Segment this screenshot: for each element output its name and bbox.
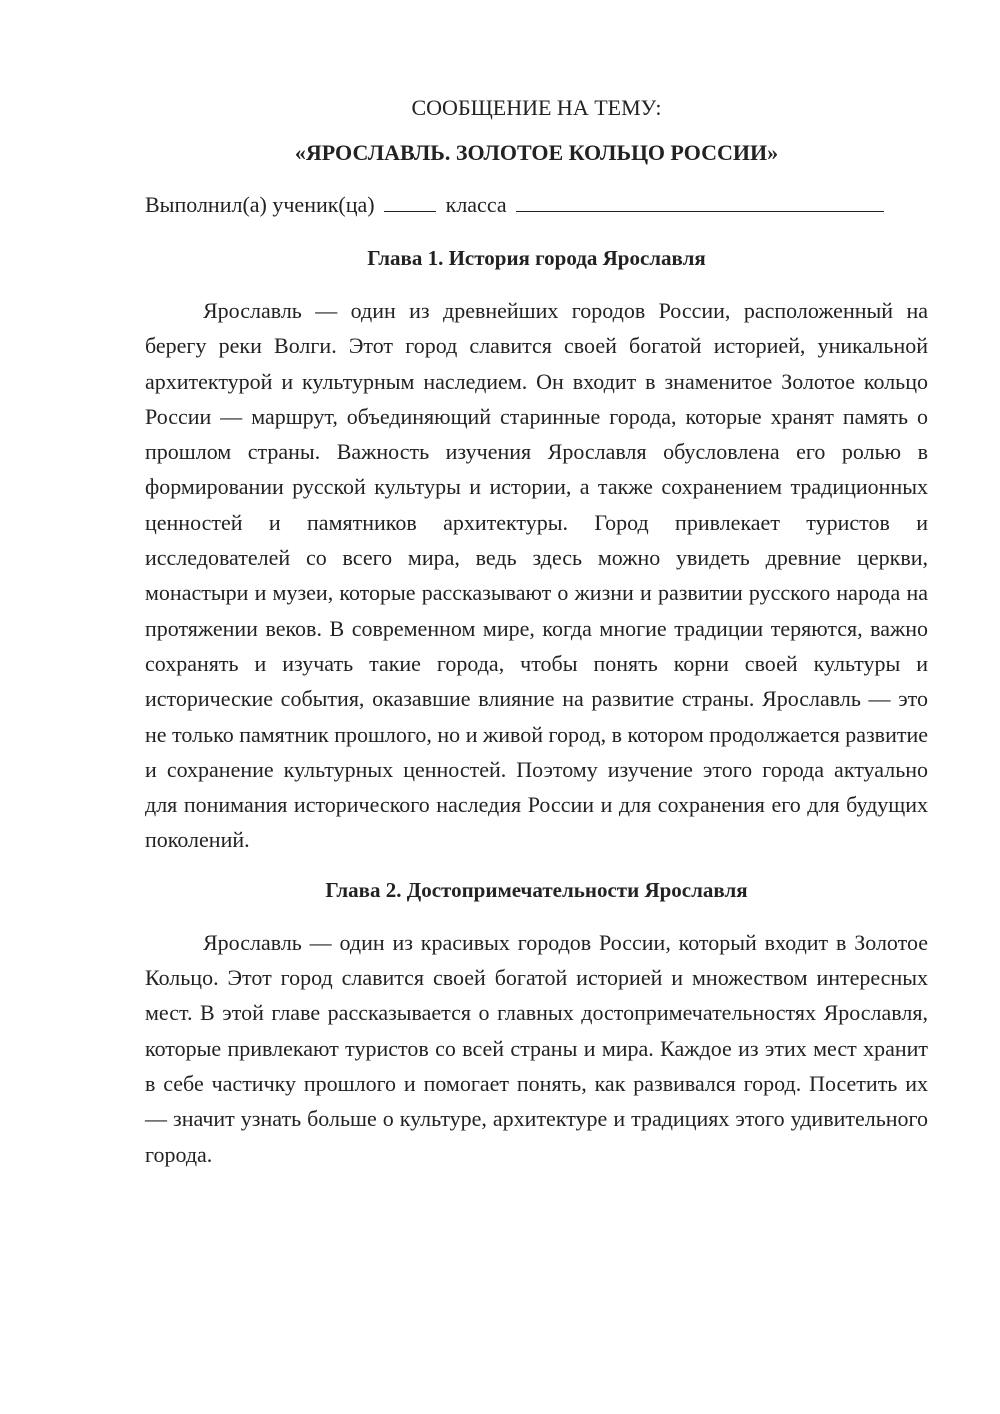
document-subtitle: СООБЩЕНИЕ НА ТЕМУ: <box>411 95 662 120</box>
student-info-line <box>145 189 928 221</box>
chapter-1-paragraph: Ярославль — один из древнейших городов России, расположенный на берегу реки Волги. Этот город славится своей богатой историей, уникальной архитектурой и культурным наследием. Он входит в знаменитое Золотое кольцо России — маршрут, объединяющий старинные города, которые хранят память о прошлом страны. Важность изучения Ярославля обусловлена его ролью в формировании русской культуры и истории, а также сохранением традиционных ценностей и памятников архитектуры. Город привлекает туристов и исследователей со всего мира, ведь здесь можно увидеть древние церкви, монастыри и музеи, которые рассказывают о жизни и развитии русского народа на протяжении веков. В современном мире, когда многие традиции теряются, важно сохранять и изучать такие города, чтобы понять корни своей культуры и исторические события, оказавшие влияние на развитие страны. Ярославль — это не только памятник прошлого, но и живой город, в котором продолжается развитие и сохранение культурных ценностей. Поэтому изучение этого города актуально для понимания исторического наследия России и для сохранения его для будущих поколений. <box>145 298 928 853</box>
class-number-blank <box>384 189 436 212</box>
student-label: Выполнил(а) ученик(ца) <box>145 192 375 217</box>
class-label: класса <box>445 192 507 217</box>
student-name-blank <box>516 189 884 212</box>
document-content <box>145 92 928 1172</box>
chapter-2-paragraph: Ярославль — один из красивых городов России, который входит в Золотое Кольцо. Этот город славится своей богатой историей и множеством интересных мест. В этой главе рассказывается о главных достопримечательностях Ярославля, которые привлекают туристов со всей страны и мира. Каждое из этих мест хранит в себе частичку прошлого и помогает понять, как развивался город. Посетить их — значит узнать больше о культуре, архитектуре и традициях этого удивительного города. <box>145 929 928 1167</box>
document-title: «ЯРОСЛАВЛЬ. ЗОЛОТОЕ КОЛЬЦО РОССИИ» <box>294 140 779 165</box>
chapter-2-heading: Глава 2. Достопримечательности Ярославля <box>325 877 748 902</box>
chapter-1-heading: Глава 1. История города Ярославля <box>367 246 706 270</box>
